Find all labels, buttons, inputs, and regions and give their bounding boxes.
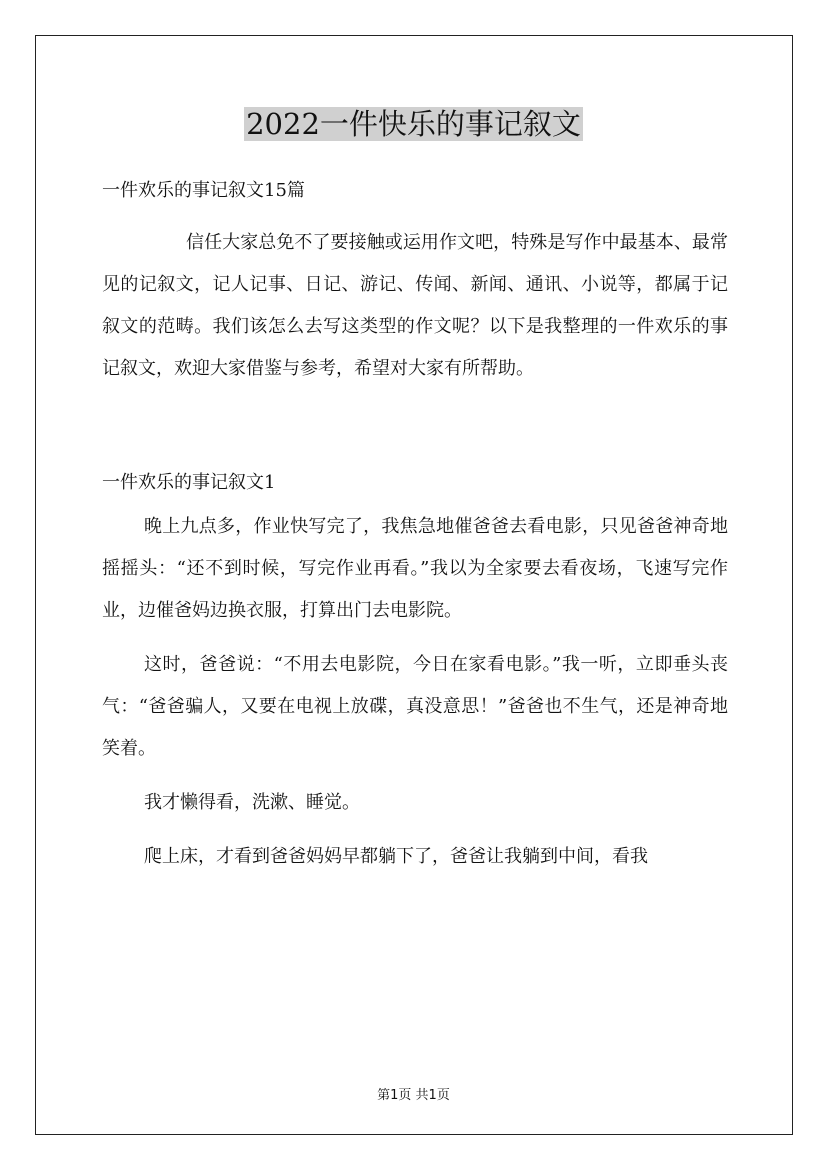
document-title (0, 104, 827, 144)
section-heading: 一件欢乐的事记叙文1 (102, 472, 276, 493)
document-title-text: 2022一件快乐的事记叙文 (246, 107, 581, 141)
body-paragraph-2: 这时，爸爸说：“不用去电影院，今日在家看电影。”我一听，立即垂头丧气：“爸爸骗人，又要在电视上放碟，真没意思！”爸爸也不生气，还是神奇地笑着。 (102, 654, 728, 759)
body-paragraph-4: 爬上床，才看到爸爸妈妈早都躺下了，爸爸让我躺到中间，看我 (144, 846, 648, 867)
body-paragraph-1: 晚上九点多，作业快写完了，我焦急地催爸爸去看电影，只见爸爸神奇地摇摇头：“还不到时候，写完作业再看。”我以为全家要去看夜场，飞速写完作业，边催爸妈边换衣服，打算出门去电影院。 (102, 516, 728, 621)
intro-paragraph: 信任大家总免不了要接触或运用作文吧，特殊是写作中最基本、最常见的记叙文，记人记事、日记、游记、传闻、新闻、通讯、小说等，都属于记叙文的范畴。我们该怎么去写这类型的作文呢？以下是我整理的一件欢乐的事记叙文，欢迎大家借鉴与参考，希望对大家有所帮助。 (102, 232, 728, 379)
section-spacer (102, 390, 728, 462)
body-paragraph-3: 我才懒得看，洗漱、睡觉。 (144, 792, 360, 813)
page-number-label: 第1页 共1页 (377, 1088, 450, 1103)
document-body (102, 170, 728, 878)
page-footer (0, 1084, 827, 1103)
document-subtitle: 一件欢乐的事记叙文15篇 (102, 180, 305, 201)
